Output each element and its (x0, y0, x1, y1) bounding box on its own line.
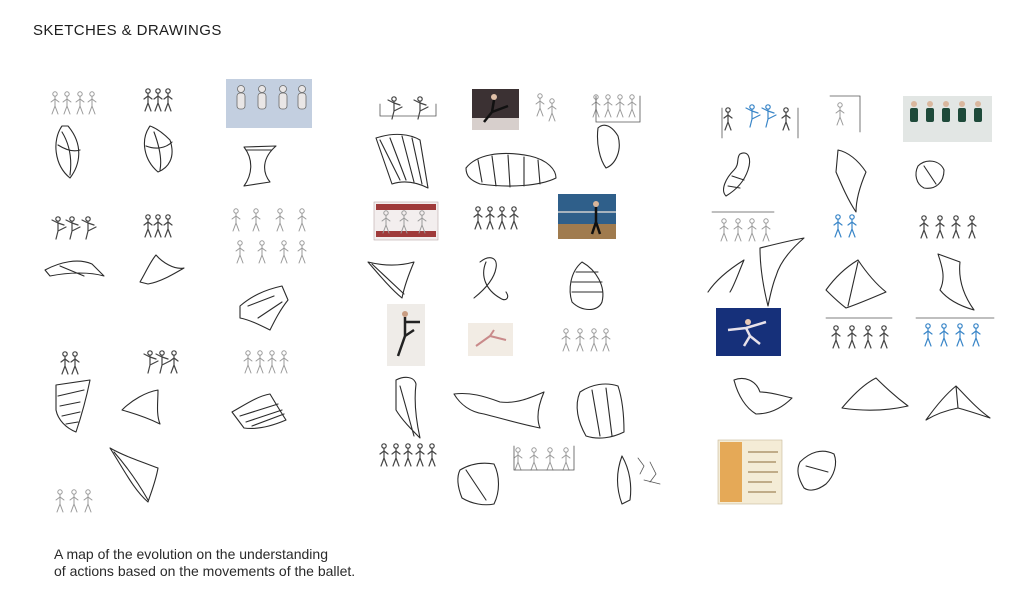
dancer-figures (56, 209, 306, 512)
dancer-figures (51, 92, 96, 114)
dancer-figures (380, 97, 518, 466)
dancer-figures (144, 89, 172, 111)
cluster-left (45, 79, 312, 512)
ballet-photo (472, 89, 519, 130)
ballet-photo (716, 308, 781, 356)
ballet-photo (558, 194, 616, 239)
cluster-right (708, 96, 994, 504)
fabric-sketch (45, 126, 288, 502)
ballet-chart (374, 202, 438, 240)
cluster-middle (368, 89, 660, 505)
caption (54, 546, 355, 580)
page-title: SKETCHES & DRAWINGS (33, 22, 222, 39)
ballet-photo (468, 323, 513, 356)
ballet-photo (226, 79, 312, 128)
ballet-photo (903, 96, 992, 142)
caption-line-1: A map of the evolution on the understanding (54, 546, 328, 562)
ballet-poster (718, 440, 782, 504)
dancer-figures (52, 215, 178, 374)
ballet-photo (387, 304, 425, 366)
dancer-figures (720, 103, 844, 241)
caption-line-2: of actions based on the movements of the ballet. (54, 563, 356, 579)
